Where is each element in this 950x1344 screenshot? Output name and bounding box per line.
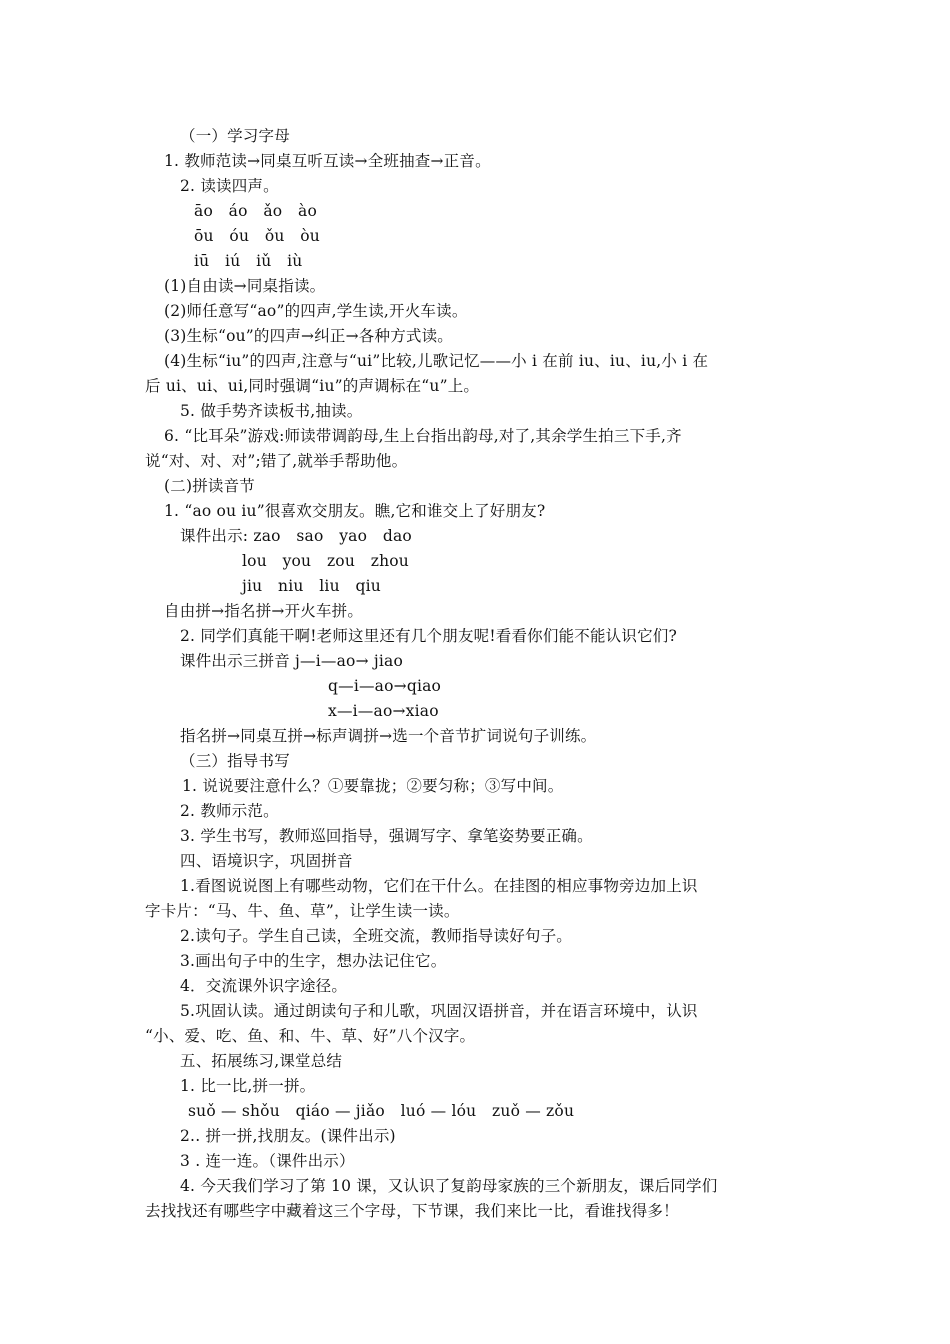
text-line: 后 ui、ui、ui,同时强调“iu”的声调标在“u”上。: [145, 377, 480, 395]
text-line: 课件出示三拼音 j—i—ao→ jiao: [180, 652, 404, 670]
text-line: 2.. 拼一拼,找朋友。(课件出示): [180, 1127, 396, 1145]
text-line: (2)师任意写“ao”的四声,学生读,开火车读。: [164, 302, 468, 320]
text-line: 课件出示: zao sao yao dao: [180, 527, 412, 545]
text-line: 指名拼→同桌互拼→标声调拼→选一个音节扩词说句子训练。: [180, 727, 597, 745]
text-line: 自由拼→指名拼→开火车拼。: [164, 602, 364, 620]
pinyin-line: jiu niu liu qiu: [242, 577, 381, 595]
text-line: 3. 学生书写，教师巡回指导，强调写字、拿笔姿势要正确。: [180, 827, 593, 845]
text-line: 说“对、对、对”;错了,就举手帮助他。: [145, 452, 408, 470]
text-line: 5. 做手势齐读板书,抽读。: [180, 402, 363, 420]
pinyin-line: suǒ — shǒu qiáo — jiǎo luó — lóu zuǒ — zǒu: [188, 1102, 575, 1120]
text-line: 字卡片：“马、牛、鱼、草”，让学生读一读。: [145, 902, 460, 920]
text-line: 2. 读读四声。: [180, 177, 279, 195]
pinyin-line: lou you zou zhou: [242, 552, 409, 570]
text-line: 2. 同学们真能干啊!老师这里还有几个朋友呢!看看你们能不能认识它们?: [180, 627, 677, 645]
section-heading-3: （三）指导书写: [180, 752, 290, 770]
text-line: (1)自由读→同桌指读。: [164, 277, 326, 295]
pinyin-line: iū iú iǔ iù: [194, 252, 303, 270]
text-line: 去找找还有哪些字中藏着这三个字母，下节课，我们来比一比，看谁找得多！: [145, 1202, 679, 1220]
text-line: 4．交流课外识字途径。: [180, 977, 348, 995]
pinyin-line: āo áo ǎo ào: [194, 202, 317, 220]
text-line: 1. “ao ou iu”很喜欢交朋友。瞧,它和谁交上了好朋友?: [164, 502, 546, 520]
text-line: 2.读句子。学生自己读，全班交流，教师指导读好句子。: [180, 927, 572, 945]
text-line: 1. 教师范读→同桌互听互读→全班抽查→正音。: [164, 152, 491, 170]
pinyin-line: q—i—ao→qiao: [328, 677, 442, 695]
section-heading-1: （一）学习字母: [180, 127, 290, 145]
text-line: 1.看图说说图上有哪些动物，它们在干什么。在挂图的相应事物旁边加上识: [180, 877, 698, 895]
pinyin-line: x—i—ao→xiao: [328, 702, 439, 720]
text-line: 1. 比一比,拼一拼。: [180, 1077, 316, 1095]
text-line: 6. “比耳朵”游戏:师读带调韵母,生上台指出韵母,对了,其余学生拍三下手,齐: [164, 427, 682, 445]
text-line: 3 . 连一连。（课件出示）: [180, 1152, 355, 1170]
section-heading-2: (二)拼读音节: [164, 477, 255, 495]
text-line: 5.巩固认读。通过朗读句子和儿歌，巩固汉语拼音，并在语言环境中，认识: [180, 1002, 698, 1020]
text-line: (3)生标“ou”的四声→纠正→各种方式读。: [164, 327, 453, 345]
text-line: 2. 教师示范。: [180, 802, 279, 820]
pinyin-line: ōu óu ǒu òu: [194, 227, 320, 245]
section-heading-4: 四、语境识字，巩固拼音: [180, 852, 353, 870]
text-line: 4. 今天我们学习了第 10 课，又认识了复韵母家族的三个新朋友，课后同学们: [180, 1177, 718, 1195]
text-line: 3.画出句子中的生字，想办法记住它。: [180, 952, 447, 970]
text-line: (4)生标“iu”的四声,注意与“ui”比较,儿歌记忆——小 i 在前 iu、iu、iu,小 i 在: [164, 352, 709, 370]
text-line: “小、爱、吃、鱼、和、牛、草、好”八个汉字。: [145, 1027, 476, 1045]
section-heading-5: 五、拓展练习,课堂总结: [180, 1052, 343, 1070]
text-line: 1. 说说要注意什么？①要靠拢；②要匀称；③写中间。: [182, 777, 564, 795]
